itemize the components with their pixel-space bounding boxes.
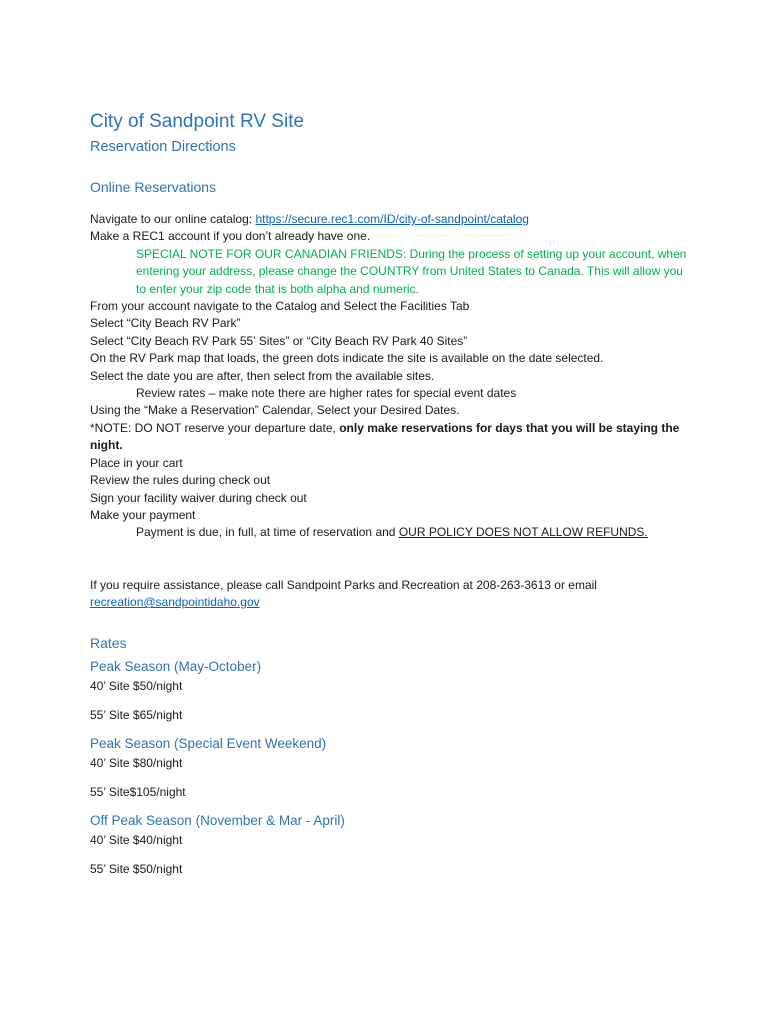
page-title: City of Sandpoint RV Site	[90, 111, 305, 132]
review-rates-line: Review rates – make note there are higher rates for special event dates	[136, 386, 517, 401]
email-link[interactable]: recreation@sandpointidaho.gov	[90, 595, 260, 610]
navigate-prefix: Navigate to our online catalog:	[90, 212, 256, 226]
canadian-note: SPECIAL NOTE FOR OUR CANADIAN FRIENDS: During the process of setting up your account, when entering your address, please change the COUNTRY from United States to Canada. This will allow you to enter your zip code that is both alpha and numeric.	[136, 246, 687, 296]
spacer	[90, 542, 690, 577]
navigate-line	[90, 211, 690, 228]
rate-line: 55’ Site $65/night	[90, 707, 183, 722]
rate-line: 55’ Site$105/night	[90, 784, 186, 799]
season-heading: Peak Season (May-October)	[90, 658, 262, 674]
step-line: Select the date you are after, then select from the available sites.	[90, 368, 435, 383]
calendar-step-line: Using the “Make a Reservation” Calendar, Select your Desired Dates.	[90, 403, 460, 418]
step-line: From your account navigate to the Catalog and Select the Facilities Tab	[90, 299, 470, 314]
payment-line	[90, 524, 690, 541]
rates-heading: Rates	[90, 634, 127, 651]
catalog-link[interactable]: https://secure.rec1.com/ID/city-of-sandpoint/catalog	[255, 212, 529, 226]
step-line: Select “City Beach RV Park”	[90, 316, 241, 331]
page-subtitle: Reservation Directions	[90, 139, 236, 155]
rate-line: 40’ Site $50/night	[90, 678, 183, 693]
rate-line: 40’ Site $80/night	[90, 755, 183, 770]
step-line: Make your payment	[90, 507, 196, 522]
step-line: Review the rules during check out	[90, 473, 271, 488]
step-line: Select “City Beach RV Park 55’ Sites” or “City Beach RV Park 40 Sites”	[90, 333, 468, 348]
season-heading: Off Peak Season (November & Mar - April)	[90, 812, 345, 828]
online-reservations-heading: Online Reservations	[90, 179, 217, 195]
step-line: On the RV Park map that loads, the green dots indicate the site is available on the date selected.	[90, 351, 604, 366]
make-account-line: Make a REC1 account if you don’t already have one.	[90, 229, 371, 244]
note-bold: only make reservations for days that you will be staying the night.	[90, 420, 680, 453]
note-prefix: *NOTE: DO NOT reserve your departure date,	[90, 420, 340, 435]
payment-prefix: Payment is due, in full, at time of reservation and	[136, 525, 399, 540]
document-content	[90, 108, 690, 888]
assistance-text: If you require assistance, please call Sandpoint Parks and Recreation at 208-263-3613 or email	[90, 577, 597, 592]
rate-line: 40’ Site $40/night	[90, 832, 183, 847]
assistance-email-line	[90, 594, 690, 611]
refund-policy: OUR POLICY DOES NOT ALLOW REFUNDS.	[398, 525, 648, 540]
season-heading: Peak Season (Special Event Weekend)	[90, 735, 327, 751]
step-line: Sign your facility waiver during check out	[90, 490, 307, 505]
rate-line: 55’ Site $50/night	[90, 861, 183, 876]
departure-note	[90, 420, 690, 455]
step-line: Place in your cart	[90, 455, 183, 470]
